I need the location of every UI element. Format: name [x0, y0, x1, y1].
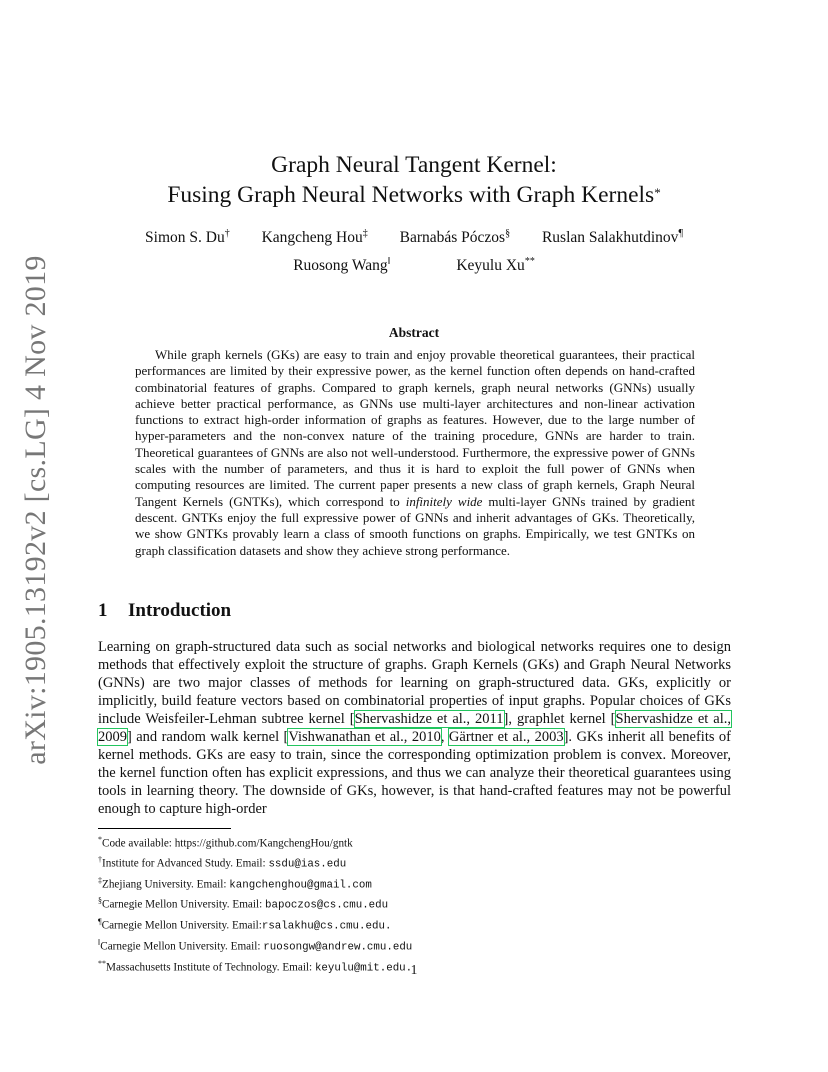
email-address: ruosongw@andrew.cmu.edu [263, 941, 413, 954]
paper-title [0, 150, 828, 210]
citation-link[interactable]: Shervashidze et al., 2011 [354, 711, 504, 727]
footnote: §Carnegie Mellon University. Email: bapoczos@cs.cmu.edu [98, 896, 389, 913]
abstract-body: While graph kernels (GKs) are easy to train and enjoy provable theoretical guarantees, their practical performances are limited by their expressive power, as the kernel function often depends on hand-crafted combinatorial features of graphs. Compared to graph kernels, graph neural networks (GNNs) usually achieve better practical performance, as GNNs use multi-layer architectures and non-linear activation functions to extract high-order information of graphs as features. However, due to the large number of hyper-parameters and the non-convex nature of the training procedure, GNNs are harder to train. Theoretical guarantees of GNNs are also not well-understood. Furthermore, the expressive power of GNNs scales with the number of parameters, and thus it is hard to exploit the full power of GNNs when computing resources are limited. The current paper presents a new class of graph kernels, Graph Neural Tangent Kernels (GNTKs), which correspond to infinitely wide multi-layer GNNs trained by gradient descent. GNTKs enjoy the full expressive power of GNNs and inherit advantages of GKs. Theoretically, we show GNTKs provably learn a class of smooth functions on graphs. Empirically, we test GNTKs on graph classification datasets and show they achieve strong performance. [135, 347, 696, 558]
abstract-heading: Abstract [388, 325, 440, 340]
introduction-paragraph: Learning on graph-structured data such as social networks and biological networks requires one to design methods that effectively exploit the structure of graphs. Graph Kernels (GKs) and Graph Neural Networks (GNNs) are two major classes of methods for learning on graph-structured data. GKs, explicitly or implicitly, build feature vectors based on combinatorial properties of input graphs. Popular choices of GKs include Weisfeiler-Lehman subtree kernel [Shervashidze et al., 2011], graphlet kernel [Shervashidze et al., 2009] and random walk kernel [Vishwanathan et al., 2010, Gärtner et al., 2003]. GKs inherit all benefits of kernel methods. GKs are easy to train, since the corresponding optimization problem is convex. Moreover, the kernel function often has explicit expressions, and thus we can analyze their theoretical guarantees using tools in learning theory. The downside of GKs, however, is that hand-crafted features may not be powerful enough to capture high-order [98, 639, 731, 817]
author: Keyulu Xu** [456, 256, 535, 275]
footnote: †Institute for Advanced Study. Email: ssdu@ias.edu [98, 854, 347, 871]
footnotes [98, 832, 412, 977]
abstract-emphasis: infinitely wide [405, 493, 483, 509]
author-list-row-1 [0, 228, 828, 247]
title-line-2: Fusing Graph Neural Networks with Graph Kernels* [167, 182, 661, 208]
title-footnote-mark: * [654, 185, 661, 200]
author: Ruslan Salakhutdinov¶ [541, 228, 683, 247]
author: Simon S. Du† [145, 228, 230, 247]
section-number: 1 [98, 600, 108, 621]
footnote-rule [98, 828, 231, 829]
section-title: Introduction [128, 600, 232, 621]
email-address: keyulu@mit.edu. [314, 962, 413, 975]
author: Barnabás Póczos§ [399, 228, 511, 247]
email-address: kangchenghou@gmail.com [229, 879, 372, 892]
footnote: ‡Zhejiang University. Email: kangchenghou@gmail.com [98, 875, 372, 892]
section-heading [98, 600, 231, 622]
email-address: bapoczos@cs.cmu.edu [265, 900, 389, 913]
author: Kangcheng Hou‡ [261, 228, 368, 247]
citation-link[interactable]: Vishwanathan et al., 2010 [288, 729, 441, 745]
author-list-row-2 [0, 256, 828, 275]
author: Ruosong Wang‖ [293, 256, 391, 275]
citation-link[interactable]: Gärtner et al., 2003 [448, 729, 564, 745]
email-address: rsalakhu@cs.cmu.edu. [261, 921, 392, 934]
footnote: ‖Carnegie Mellon University. Email: ruosongw@andrew.cmu.edu [98, 938, 413, 954]
page-number: 1 [410, 962, 418, 977]
title-line-1: Graph Neural Tangent Kernel: [271, 152, 557, 178]
citation-link[interactable]: Shervashidze et al., 2009 [98, 711, 731, 745]
footnote: ¶Carnegie Mellon University. Email:rsalakhu@cs.cmu.edu. [98, 917, 392, 934]
arxiv-identifier-stamp: arXiv:1905.13192v2 [cs.LG] 4 Nov 2019 [19, 255, 52, 765]
email-address: ssdu@ias.edu [268, 858, 347, 871]
footnote: **Massachusetts Institute of Technology. Email: keyulu@mit.edu. [98, 958, 413, 975]
footnote: *Code available: https://github.com/KangchengHou/gntk [98, 835, 353, 850]
